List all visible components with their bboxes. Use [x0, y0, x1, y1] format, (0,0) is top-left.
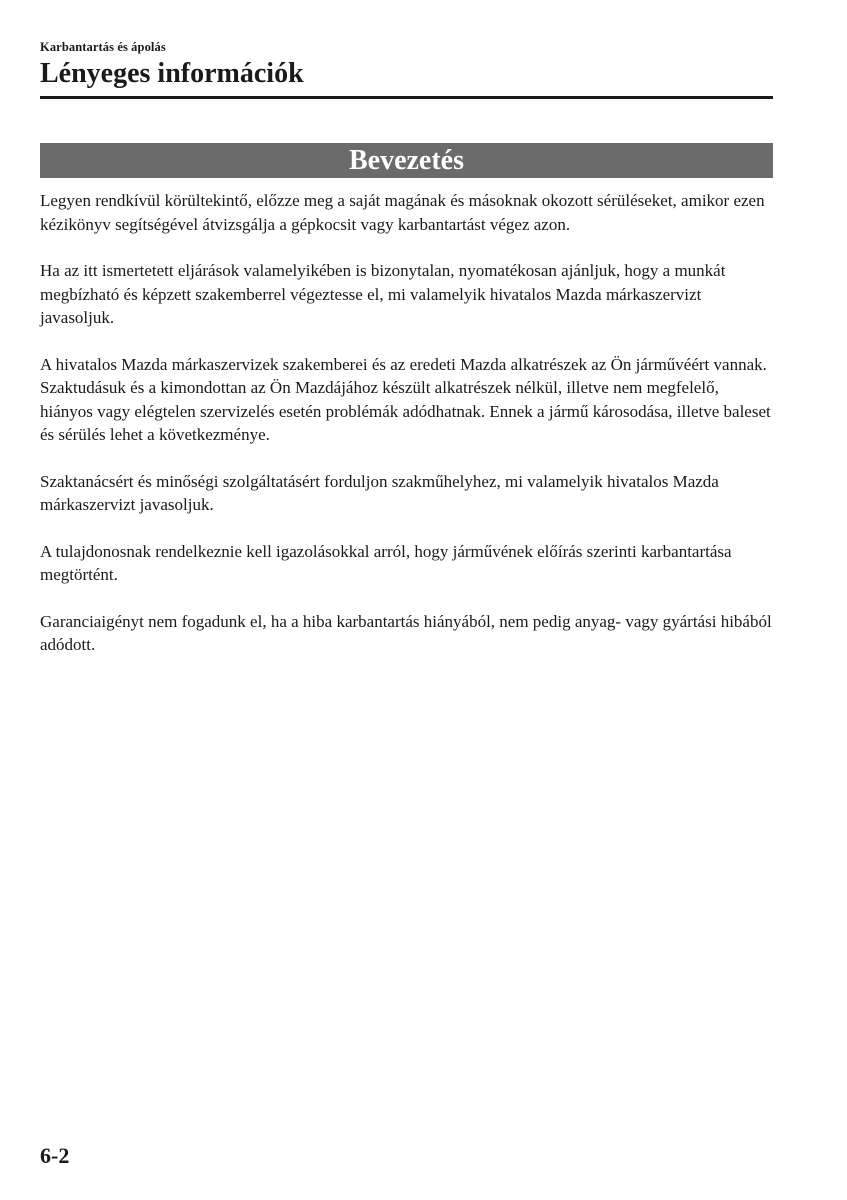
paragraph: A hivatalos Mazda márkaszervizek szakemberei és az eredeti Mazda alkatrészek az Ön járművéért vannak. Szaktudásuk és a kimondottan az Ön Mazdájához készült alkatrészek nélkül, illetve nem megfelelő, hiányos vagy elégtelen szervizelés esetén problémák adódhatnak. Ennek a jármű károsodása, illetve baleset és sérülés lehet a következménye. [40, 354, 771, 444]
body-text [40, 189, 775, 680]
paragraph: Garanciaigényt nem fogadunk el, ha a hiba karbantartás hiányából, nem pedig anyag- vagy gyártási hibából adódott. [40, 611, 772, 654]
chapter-label: Karbantartás és ápolás [40, 40, 166, 54]
paragraph: Legyen rendkívül körültekintő, előzze meg a saját magának és másoknak okozott sérüléseket, amikor ezen kézikönyv segítségével átvizsgálja a gépkocsit vagy karbantartást végez azon. [40, 191, 765, 234]
page-number: 6-2 [40, 1143, 70, 1168]
page-title: Lényeges információk [40, 58, 304, 89]
paragraph: Ha az itt ismertetett eljárások valamelyikében is bizonytalan, nyomatékosan ajánljuk, hogy a munkát megbízható és képzett szakemberrel végeztesse el, mi valamelyik hivatalos Mazda márkaszervizt javasoljuk. [40, 261, 726, 327]
section-header-bar [40, 143, 773, 178]
section-title: Bevezetés [348, 145, 465, 176]
paragraph: Szaktanácsért és minőségi szolgáltatásért forduljon szakműhelyhez, mi valamelyik hivatalos Mazda márkaszervizt javasoljuk. [40, 471, 719, 514]
header-divider [40, 96, 773, 99]
paragraph: A tulajdonosnak rendelkeznie kell igazolásokkal arról, hogy járművének előírás szerinti karbantartása megtörtént. [40, 541, 732, 584]
